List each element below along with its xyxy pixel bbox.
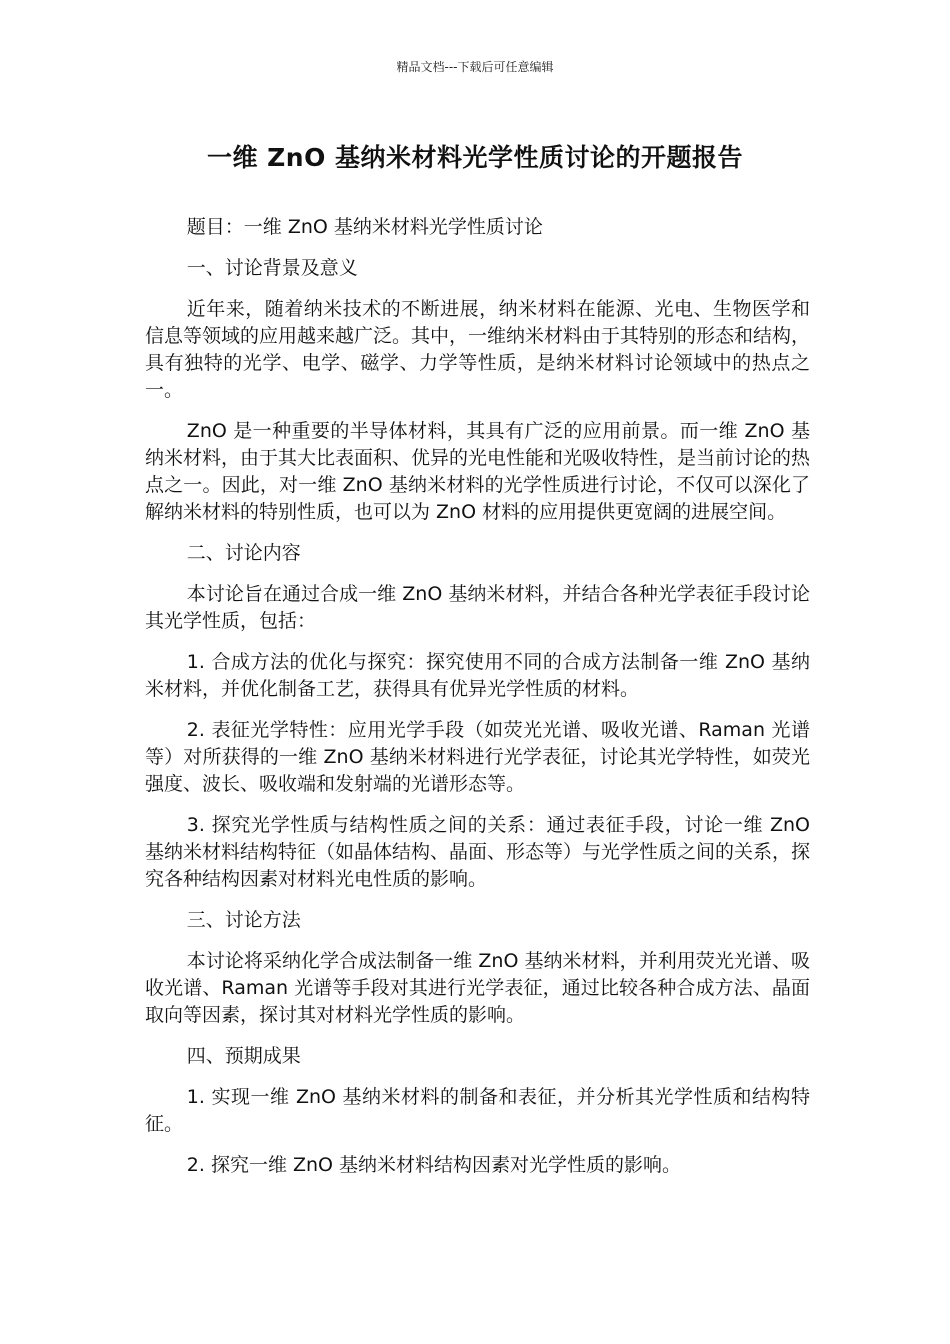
list-item-content-3: 3. 探究光学性质与结构性质之间的关系：通过表征手段，讨论一维 ZnO 基纳米材料结构特征（如晶体结构、晶面、形态等）与光学性质之间的关系，探究各种结构因素对材料光电性质的影响。 xyxy=(145,814,811,890)
document-body xyxy=(145,214,810,1193)
list-item-content-2: 2. 表征光学特性：应用光学手段（如荧光光谱、吸收光谱、Raman 光谱等）对所获得的一维 ZnO 基纳米材料进行光学表征，讨论其光学特性，如荧光强度、波长、吸收端和发射端的光谱形态等。 xyxy=(145,719,810,795)
paragraph-method: 本讨论将采纳化学合成法制备一维 ZnO 基纳米材料，并利用荧光光谱、吸收光谱、Raman 光谱等手段对其进行光学表征，通过比较各种合成方法、晶面取向等因素，探讨其对材料光学性质的影响。 xyxy=(145,950,810,1026)
section-heading-results: 四、预期成果 xyxy=(186,1045,301,1067)
section-heading-method: 三、讨论方法 xyxy=(186,909,301,931)
document-title: 一维 ZnO 基纳米材料光学性质讨论的开题报告 xyxy=(206,143,744,172)
topic-line: 题目：一维 ZnO 基纳米材料光学性质讨论 xyxy=(186,216,543,238)
section-heading-content: 二、讨论内容 xyxy=(186,542,301,564)
list-item-results-2: 2. 探究一维 ZnO 基纳米材料结构因素对光学性质的影响。 xyxy=(186,1154,682,1176)
paragraph-background-1: 近年来，随着纳米技术的不断进展，纳米材料在能源、光电、生物医学和信息等领域的应用越来越广泛。其中，一维纳米材料由于其特别的形态和结构，具有独特的光学、电学、磁学、力学等性质，是纳米材料讨论领域中的热点之一。 xyxy=(145,298,811,401)
paragraph-background-2: ZnO 是一种重要的半导体材料，其具有广泛的应用前景。而一维 ZnO 基纳米材料，由于其大比表面积、优异的光电性能和光吸收特性，是当前讨论的热点之一。因此，对一维 ZnO 基纳米材料的光学性质进行讨论，不仅可以深化了解纳米材料的特别性质，也可以为 ZnO 材料的应用提供更宽阔的进展空间。 xyxy=(145,420,811,523)
paragraph-content-intro: 本讨论旨在通过合成一维 ZnO 基纳米材料，并结合各种光学表征手段讨论其光学性质，包括： xyxy=(145,583,810,632)
section-heading-background: 一、讨论背景及意义 xyxy=(186,257,358,279)
page-header: 精品文档---下载后可任意编辑 xyxy=(396,60,554,74)
list-item-content-1: 1. 合成方法的优化与探究：探究使用不同的合成方法制备一维 ZnO 基纳米材料，并优化制备工艺，获得具有优异光学性质的材料。 xyxy=(145,651,810,700)
list-item-results-1: 1. 实现一维 ZnO 基纳米材料的制备和表征，并分析其光学性质和结构特征。 xyxy=(145,1086,810,1135)
